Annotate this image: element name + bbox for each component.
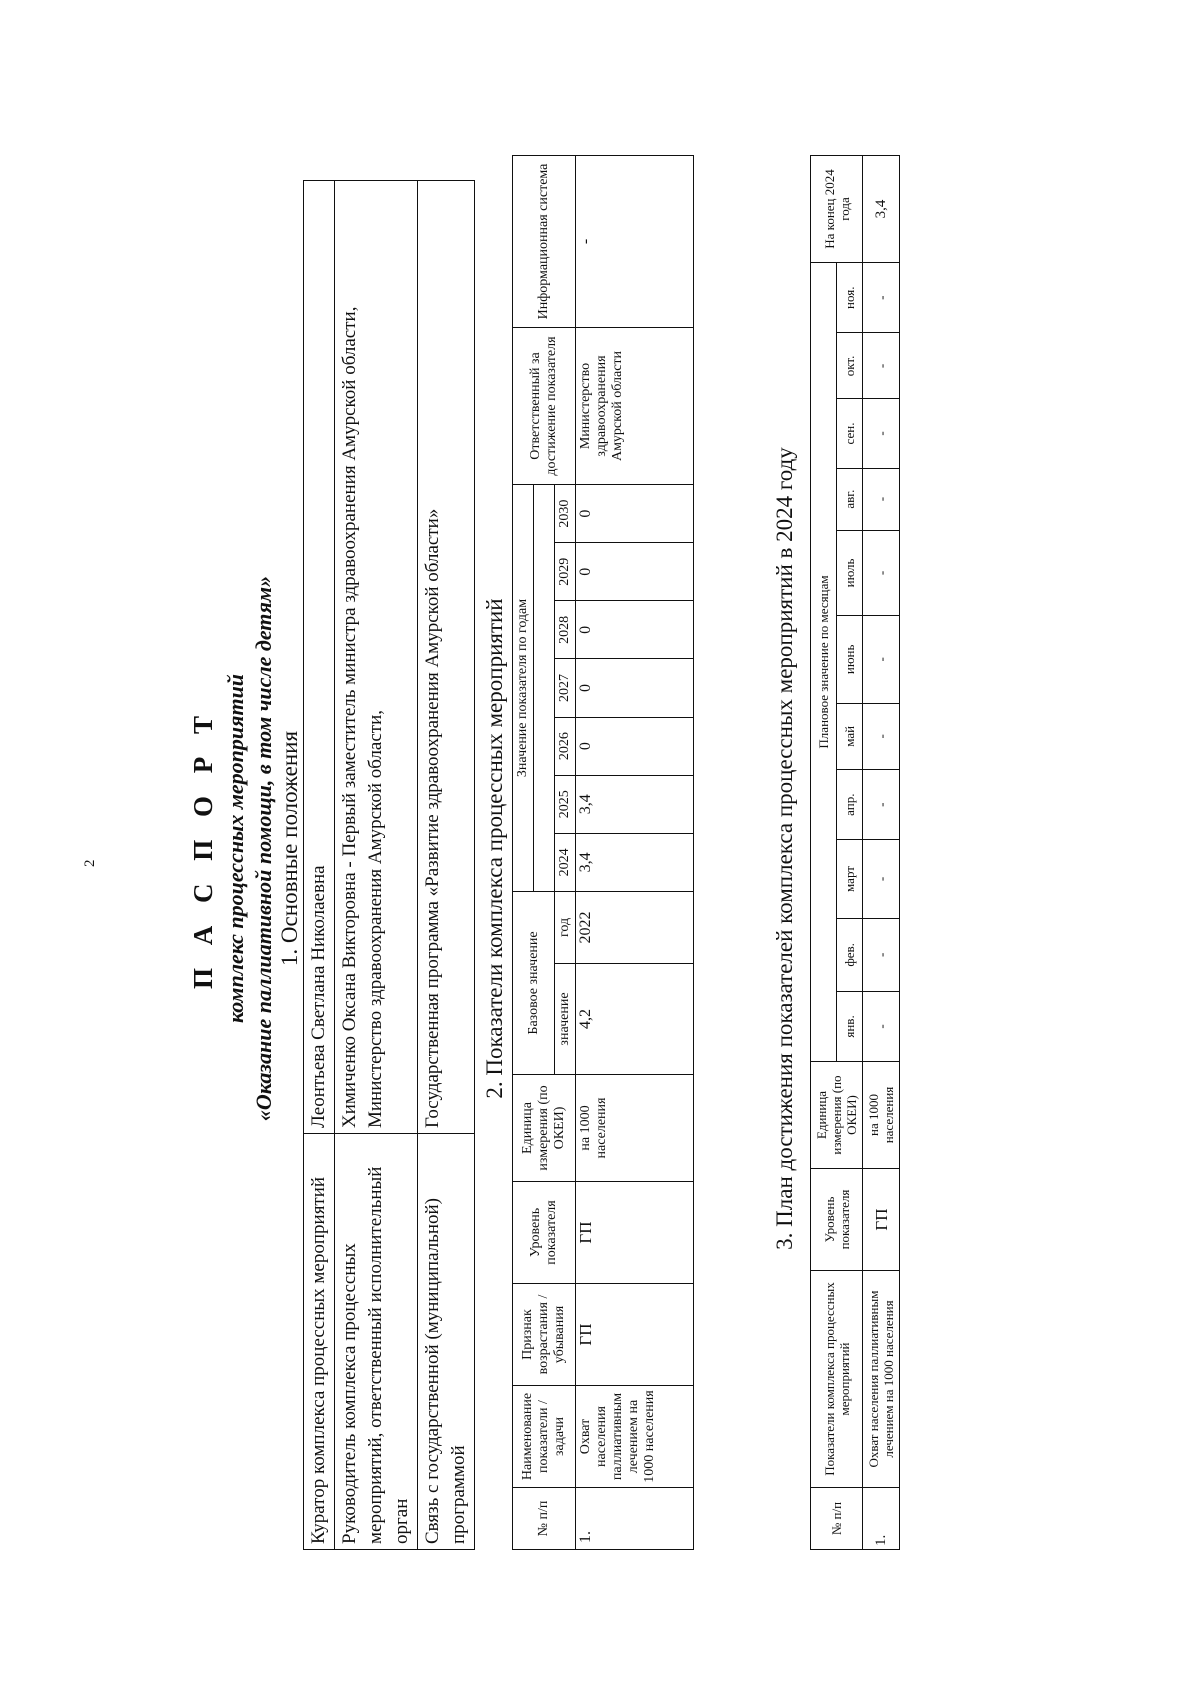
cell-info-system: -: [576, 156, 694, 328]
cell-month-value: -: [863, 770, 900, 840]
table-row: [335, 181, 418, 1550]
section2-heading: 2. Показатели комплекса процессных мероприятий: [482, 598, 507, 1099]
table-row: [304, 181, 335, 1550]
cell-responsible: Министерство здравоохранения Амурской области: [576, 328, 694, 485]
cell-value: 0: [576, 601, 694, 659]
main-provisions-table: [303, 180, 475, 1550]
col-unit: Единица измерения (по ОКЕИ): [811, 1062, 863, 1169]
col-num: № п/п: [811, 1488, 863, 1550]
cell-indicator: Охват населения паллиативным лечением на 1000 населения: [863, 1271, 900, 1488]
col-month: март: [837, 840, 863, 919]
cell-value: 3,4: [576, 833, 694, 891]
cell-base-year: 2022: [576, 891, 694, 963]
cell-value: 0: [576, 485, 694, 543]
header-row: [513, 156, 534, 1550]
col-name: Наименование показатели /задачи: [513, 1386, 576, 1488]
col-year: 2029: [555, 543, 576, 601]
col-unit: Единица измерения (по ОКЕИ): [513, 1075, 576, 1182]
col-trend: Признак возрастания / убывания: [513, 1284, 576, 1386]
cell-value: 3,4: [576, 775, 694, 833]
page-number: 2: [82, 859, 98, 867]
col-year-end: На конец 2024 года: [811, 156, 863, 263]
cell-level: ГП: [576, 1182, 694, 1284]
table-row: [418, 181, 475, 1550]
provision-label: Связь с государственной (муниципальной) программой: [418, 1134, 475, 1550]
col-year: 2028: [555, 601, 576, 659]
section3-heading: 3. План достижения показателей комплекса процессных мероприятий в 2024 году: [772, 447, 797, 1250]
cell-month-value: -: [863, 333, 900, 399]
cell-year-end: 3,4: [863, 156, 900, 263]
col-base: Базовое значение: [513, 891, 555, 1074]
col-month: сен.: [837, 399, 863, 468]
provision-value: Государственная программа «Развитие здравоохранения Амурской области»: [418, 181, 475, 1134]
col-year: 2026: [555, 717, 576, 775]
section1-heading: 1. Основные положения: [277, 730, 302, 967]
indicators-table: [512, 155, 694, 1550]
col-month: янв.: [837, 991, 863, 1061]
monthly-plan-table: [810, 155, 900, 1550]
col-month: фев.: [837, 918, 863, 991]
col-base-year: год: [555, 891, 576, 963]
col-month: окт.: [837, 333, 863, 399]
cell-unit: на 1000 населения: [863, 1062, 900, 1169]
cell-unit: на 1000 населения: [576, 1075, 694, 1182]
col-year: 2030: [555, 485, 576, 543]
cell-name: Охват населения паллиативным лечением на 1000 населения: [576, 1386, 694, 1488]
program-name: «Оказание паллиативной помощи, в том числе детям»: [251, 575, 276, 1122]
provision-label: Руководитель комплекса процессных мероприятий, ответственный исполнительный орган: [335, 1134, 418, 1550]
cell-month-value: -: [863, 991, 900, 1061]
cell-value: 0: [576, 659, 694, 717]
header-row: [811, 156, 837, 1550]
col-month: ноя.: [837, 263, 863, 333]
col-month: июнь: [837, 616, 863, 703]
col-year: 2025: [555, 775, 576, 833]
col-year: 2027: [555, 659, 576, 717]
cell-month-value: -: [863, 530, 900, 615]
col-month: май: [837, 703, 863, 770]
cell-num: 1.: [576, 1488, 694, 1550]
provision-value: Леонтьева Светлана Николаевна: [304, 181, 335, 1134]
document-subtitle: комплекс процессных мероприятий: [223, 673, 248, 1024]
col-year: 2024: [555, 833, 576, 891]
table-row: [863, 156, 900, 1550]
cell-month-value: -: [863, 840, 900, 919]
provision-value: Химиченко Оксана Викторовна - Первый заместитель министра здравоохранения Амурской области, Министерство здравоохранения Амурской области,: [335, 181, 418, 1134]
col-responsible: Ответственный за достижение показателя: [513, 328, 576, 485]
col-level: Уровень показателя: [811, 1169, 863, 1271]
document-title: П А С П О Р Т: [188, 708, 218, 990]
cell-value: 0: [576, 543, 694, 601]
col-values-by-year: Значение показателя по годам: [513, 485, 534, 892]
provision-label: Куратор комплекса процессных мероприятий: [304, 1134, 335, 1550]
cell-month-value: -: [863, 468, 900, 530]
col-month: авг.: [837, 468, 863, 530]
cell-month-value: -: [863, 263, 900, 333]
cell-num: 1.: [863, 1488, 900, 1550]
col-indicators: Показатели комплекса процессных мероприятий: [811, 1271, 863, 1488]
cell-level: ГП: [863, 1169, 900, 1271]
col-plan-by-month: Плановое значение по месяцам: [811, 263, 837, 1062]
cell-month-value: -: [863, 399, 900, 468]
cell-base-value: 4,2: [576, 963, 694, 1074]
cell-trend: ГП: [576, 1284, 694, 1386]
cell-month-value: -: [863, 918, 900, 991]
col-level: Уровень показателя: [513, 1182, 576, 1284]
col-num: № п/п: [513, 1488, 576, 1550]
col-base-value: значение: [555, 963, 576, 1074]
cell-month-value: -: [863, 616, 900, 703]
cell-month-value: -: [863, 703, 900, 770]
header-spacer: [534, 485, 555, 892]
col-month: апр.: [837, 770, 863, 840]
col-month: июль: [837, 530, 863, 615]
col-info-system: Информационная система: [513, 156, 576, 328]
table-row: [576, 156, 694, 1550]
cell-value: 0: [576, 717, 694, 775]
